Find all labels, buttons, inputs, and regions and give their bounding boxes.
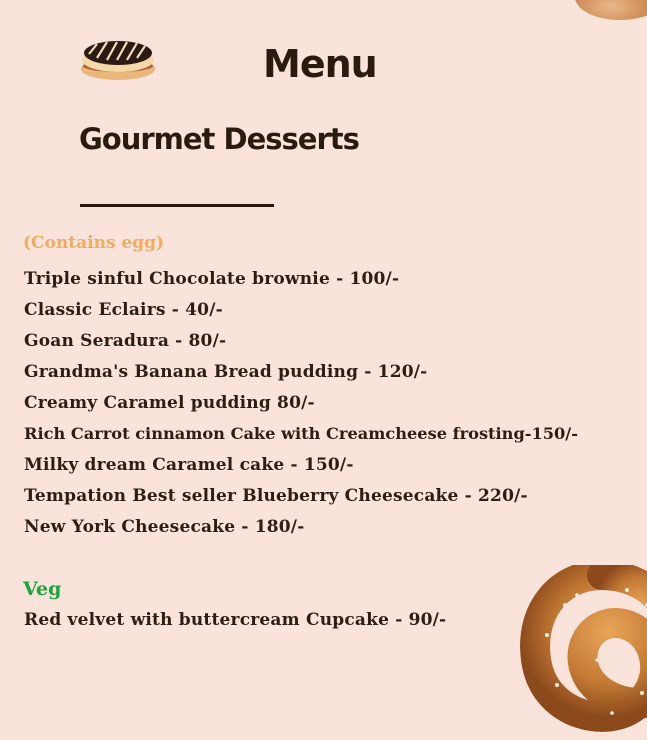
menu-item: Milky dream Caramel cake - 150/- [24, 455, 354, 475]
menu-item: Classic Eclairs - 40/- [24, 300, 223, 320]
eclair-icon [79, 36, 157, 82]
menu-item: Creamy Caramel pudding 80/- [24, 393, 315, 413]
menu-item: Triple sinful Chocolate brownie - 100/- [24, 269, 400, 289]
section-label-contains-egg: (Contains egg) [23, 233, 165, 253]
divider [80, 204, 274, 207]
menu-item: Tempation Best seller Blueberry Cheesecake - 220/- [24, 486, 528, 506]
menu-item: Rich Carrot cinnamon Cake with Creamcheese frosting-150/- [24, 424, 578, 443]
veg-items-list [24, 607, 446, 638]
menu-item: Goan Seradura - 80/- [24, 331, 227, 351]
menu-item: New York Cheesecake - 180/- [24, 517, 305, 537]
pastry-icon [575, 0, 647, 20]
pretzel-icon [517, 565, 647, 740]
page-title: Menu [263, 42, 377, 86]
section-label-veg: Veg [23, 578, 62, 600]
page-subtitle: Gourmet Desserts [79, 122, 359, 156]
egg-items-list [24, 266, 578, 545]
menu-item: Red velvet with buttercream Cupcake - 90/- [24, 610, 447, 630]
menu-item: Grandma's Banana Bread pudding - 120/- [24, 362, 428, 382]
